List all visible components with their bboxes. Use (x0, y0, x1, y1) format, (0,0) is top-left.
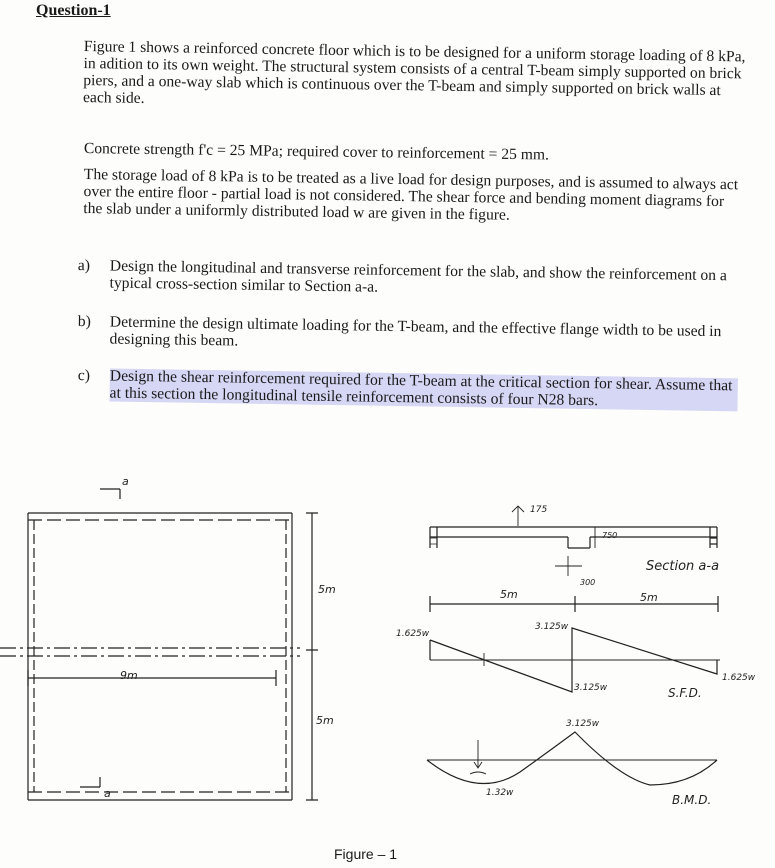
dim-length-line (28, 670, 276, 686)
sfd-mid-bottom-value: 3.125w (574, 683, 608, 693)
sfd-left-value: 1.625w (396, 629, 430, 639)
intro-paragraph: Figure 1 shows a reinforced concrete floor which is to be designed for a uniform storage loading of 8 kPa, in adition to its own weight. The structural system consists of a central T-beam simply supported on brick piers, and a one-way slab which is continuous over the T-beam and simply supported on brick walls at each side. (82, 38, 746, 107)
left-span-label: 5m (500, 588, 518, 601)
flange-dim-arrow (512, 506, 524, 526)
material-paragraph: Concrete strength f'c = 25 MPa; required cover to reinforcement = 25 mm. (83, 140, 550, 164)
section-a-a (430, 505, 719, 612)
bmd-max-arrow (474, 740, 482, 768)
section-mark-bottom: a (104, 787, 111, 800)
task-b-label: b) (77, 313, 92, 331)
dim-vertical-line (306, 513, 318, 800)
shear-force-diagram (396, 622, 756, 700)
bmd-sag-value: 1.32w (486, 788, 514, 798)
sfd-title: S.F.D. (668, 686, 702, 700)
sfd-mid-top-value: 3.125w (535, 622, 569, 632)
right-wall-support (710, 527, 717, 548)
section-mark-top: a (122, 475, 129, 488)
load-paragraph: The storage load of 8 kPa is to be treated as a live load for design purposes, and is assumed to always act over the entire floor - partial load is not considered. The shear force and bending moment diagrams for the slab under a uniformly distributed load w are given in the figure. (83, 166, 739, 224)
bmd-curve (427, 732, 717, 785)
web-depth-label: 750 (602, 531, 618, 540)
web-width-dim (555, 556, 582, 576)
task-b-text: Determine the design ultimate loading for the T-beam, and the effective flange width to be used in designing this beam. (109, 313, 722, 350)
plan-view (0, 475, 336, 800)
figure-caption: Figure – 1 (334, 846, 398, 862)
bmd-peak-value: 3.125w (566, 719, 600, 729)
left-wall-hatch (430, 538, 437, 544)
task-c-label: c) (77, 367, 91, 385)
question-title: Question-1 (36, 2, 111, 19)
bending-moment-diagram (427, 719, 717, 807)
dim-length-label: 9m (120, 669, 138, 682)
sfd-right-value: 1.625w (722, 673, 756, 683)
section-arrow-top (100, 489, 120, 499)
dim-lower-span-label: 5m (316, 714, 334, 727)
web-width-label: 300 (580, 578, 596, 587)
section-title: Section a-a (646, 559, 720, 574)
bmd-sag-mark (470, 772, 486, 774)
central-tbeam-lines (0, 648, 300, 656)
flange-thickness-label: 175 (530, 505, 548, 515)
task-a-label: a) (77, 257, 91, 275)
task-a-text: Design the longitudinal and transverse reinforcement for the slab, and show the reinforcement on a typical cross-section similar to Section a-a. (109, 257, 727, 296)
task-c-text-highlighted: Design the shear reinforcement required for the T-beam at the critical section for shear. Assume that at this section the longitudinal tensile reinforcement consists of four N28 bars. (109, 369, 737, 412)
slab-outline (430, 527, 717, 537)
dim-upper-span-label: 5m (318, 583, 336, 596)
right-span-label: 5m (640, 591, 658, 604)
section-arrow-bottom (80, 777, 100, 787)
tbeam-web (568, 537, 590, 548)
bmd-title: B.M.D. (672, 793, 712, 807)
span-dimension-line (430, 596, 718, 612)
